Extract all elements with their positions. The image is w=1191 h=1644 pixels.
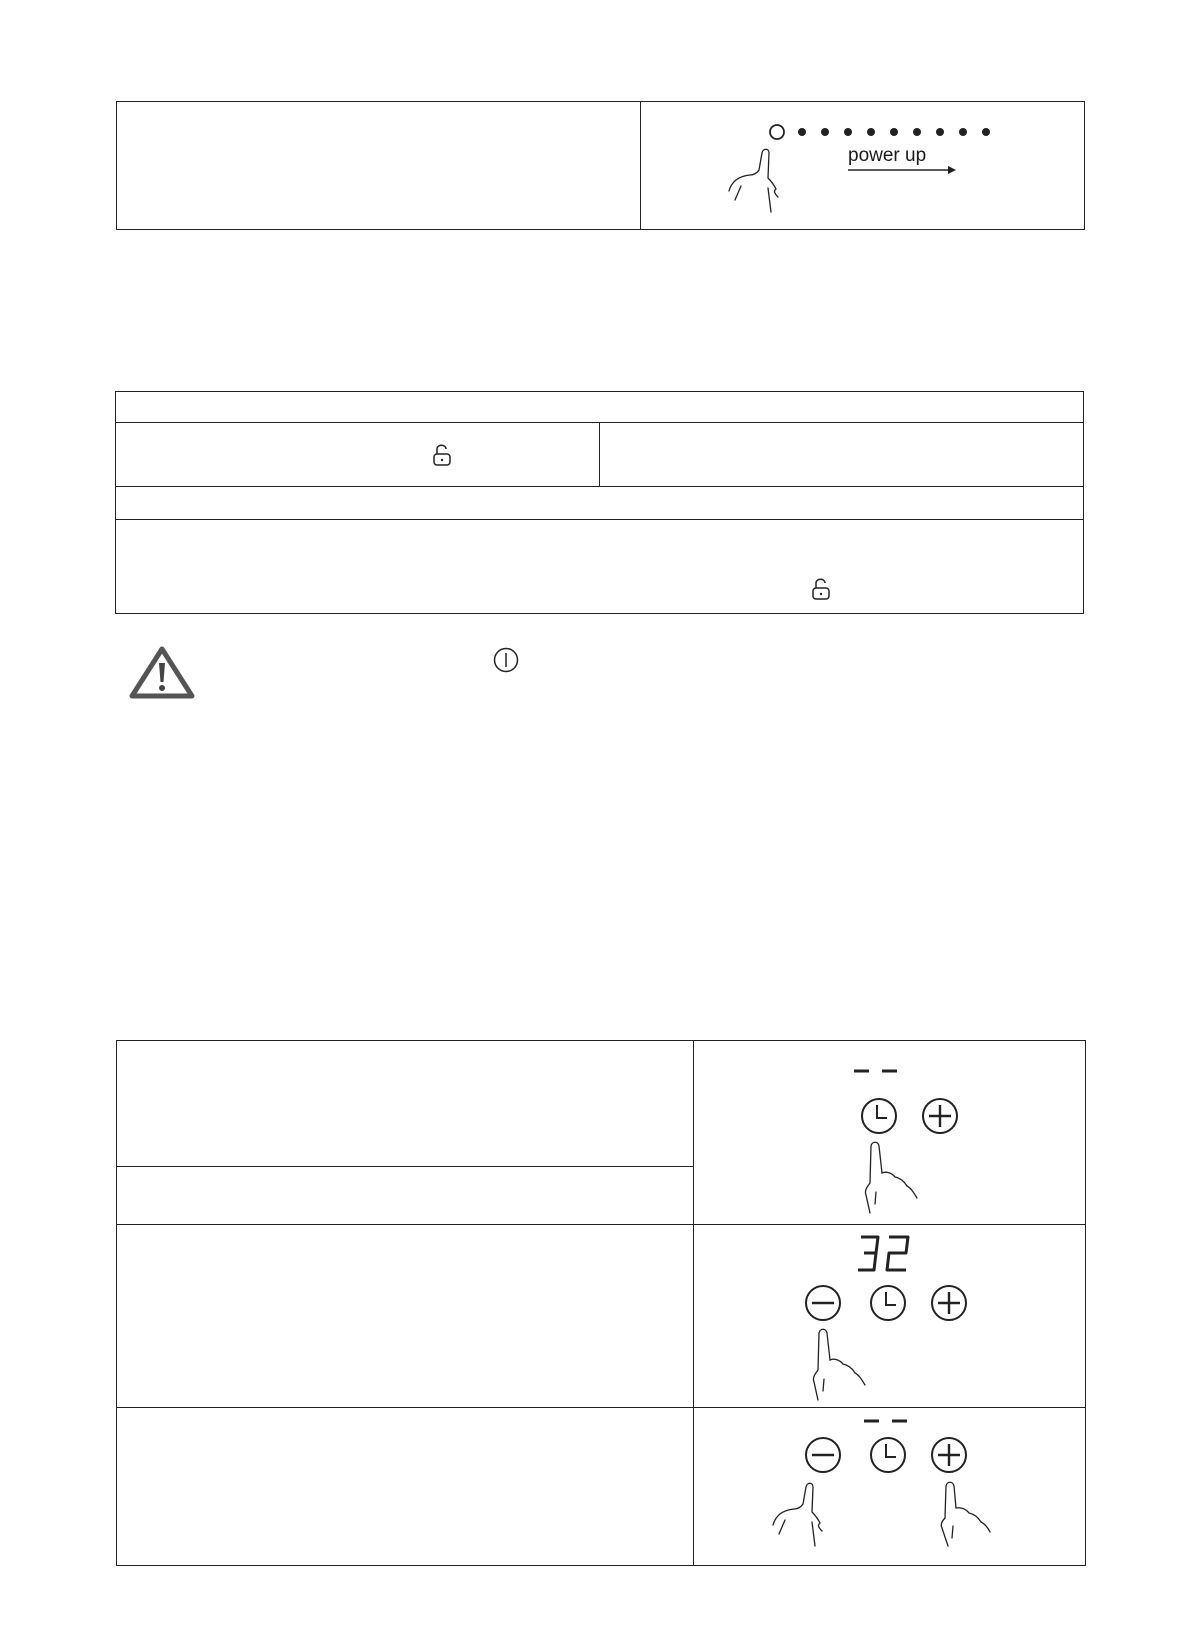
lock-icon (432, 443, 452, 467)
timer-display-digits (856, 1234, 912, 1274)
timer-table-row-line (116, 1166, 693, 1167)
plus-icon[interactable] (930, 1284, 968, 1322)
timer-display (862, 1414, 912, 1428)
timer-display (852, 1064, 902, 1078)
level-dot-icon (844, 128, 852, 136)
power-level-dots (760, 118, 1000, 148)
pointing-hand-icon (810, 1327, 880, 1402)
level-dot-icon (890, 128, 898, 136)
power-up-label: power up (848, 145, 927, 166)
clock-icon[interactable] (869, 1284, 907, 1322)
power-icon (493, 647, 519, 673)
level-dot-icon (982, 128, 990, 136)
timer-table-row-line (116, 1407, 1086, 1408)
minus-icon[interactable] (804, 1284, 842, 1322)
level-dot-icon (913, 128, 921, 136)
lock-table-divider (599, 422, 600, 486)
pointing-hand-icon (862, 1140, 932, 1215)
level-dot-icon (867, 128, 875, 136)
plus-icon[interactable] (921, 1097, 959, 1135)
level-dot-icon (959, 128, 967, 136)
power-level-divider (640, 101, 641, 230)
level-dot-icon (821, 128, 829, 136)
pointing-hand-icon (728, 146, 798, 216)
arrow-right-icon (848, 164, 958, 176)
warning-triangle-icon (128, 645, 196, 701)
level-dot-selected-icon (770, 125, 784, 139)
pointing-hand-icon (772, 1480, 842, 1550)
clock-icon[interactable] (869, 1436, 907, 1474)
minus-icon[interactable] (804, 1436, 842, 1474)
lock-icon (811, 577, 831, 601)
level-dot-icon (936, 128, 944, 136)
timer-table-divider (693, 1040, 694, 1566)
timer-table-row-line (116, 1224, 1086, 1225)
level-dot-icon (798, 128, 806, 136)
clock-icon[interactable] (860, 1097, 898, 1135)
plus-icon[interactable] (930, 1436, 968, 1474)
lock-table-row-line (115, 519, 1084, 520)
lock-table-row-line (115, 486, 1084, 487)
pointing-hand-icon (934, 1480, 1004, 1550)
